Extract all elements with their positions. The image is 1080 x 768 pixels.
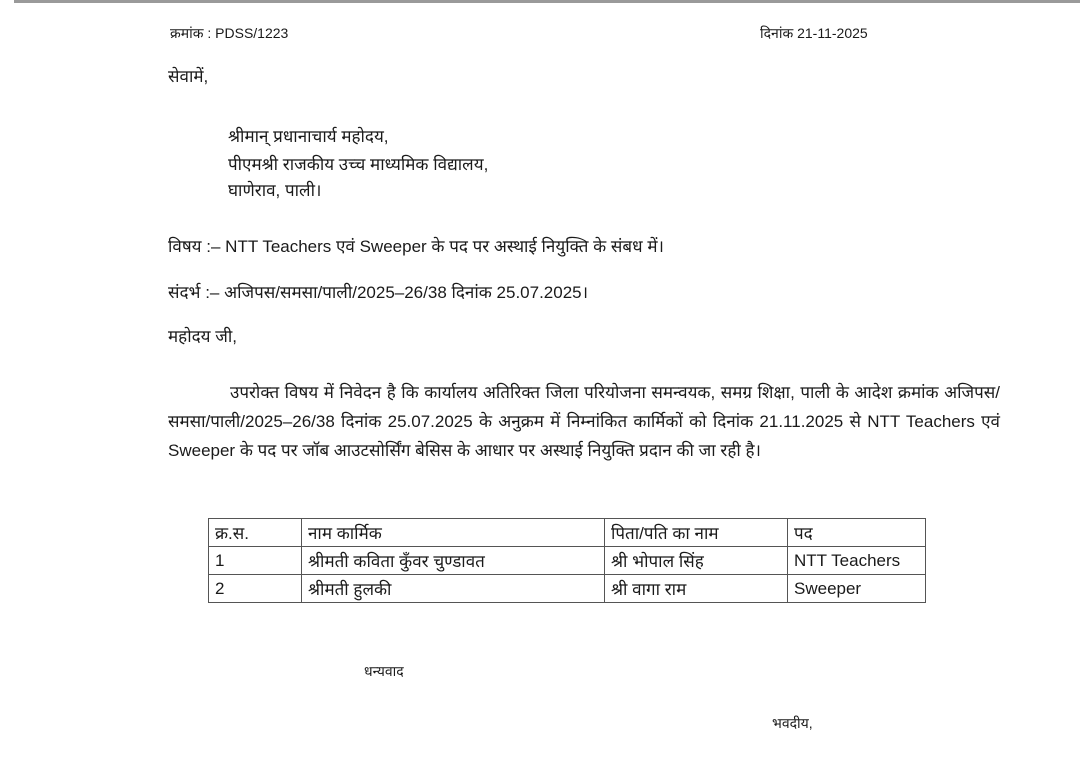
cell: 1 xyxy=(209,547,302,575)
staff-table xyxy=(208,518,926,603)
cell: Sweeper xyxy=(788,575,926,603)
header-cell: पिता/पति का नाम xyxy=(605,519,788,547)
table-header-row xyxy=(209,519,926,547)
header-cell: नाम कार्मिक xyxy=(302,519,605,547)
greeting: महोदय जी, xyxy=(168,327,237,346)
salutation: सेवामें, xyxy=(168,67,209,86)
table-row xyxy=(209,575,926,603)
cell: श्रीमती कविता कुँवर चुण्डावत xyxy=(302,547,605,575)
reference-number: क्रमांक : PDSS/1223 xyxy=(170,25,289,41)
body-text: उपरोक्त विषय में निवेदन है कि कार्यालय अतिरिक्त जिला परियोजना समन्वयक, समग्र शिक्षा, पाली के आदेश क्रमांक अजिपस/समसा/पाली/2025–26/38 दिनांक 25.07.2025 के अनुक्रम में निम्नांकित कार्मिकों को दिनांक 21.11.2025 से NTT Teachers एवं Sweeper के पद पर जॉब आउटसोर्सिंग बेसिस के आधार पर अस्थाई नियुक्ति प्रदान की जा रही है। xyxy=(168,383,1000,460)
cell: 2 xyxy=(209,575,302,603)
subject-line: विषय :– NTT Teachers एवं Sweeper के पद पर अस्थाई नियुक्ति के संबध में। xyxy=(168,237,664,256)
thanks: धन्यवाद xyxy=(364,663,404,679)
reference-line: संदर्भ :– अजिपस/समसा/पाली/2025–26/38 दिनांक 25.07.2025। xyxy=(168,283,589,302)
table-row xyxy=(209,547,926,575)
cell: NTT Teachers xyxy=(788,547,926,575)
cell: श्री भोपाल सिंह xyxy=(605,547,788,575)
address-line-3: घाणेराव, पाली। xyxy=(228,181,322,200)
body-paragraph xyxy=(168,378,1000,465)
page-edge xyxy=(14,0,1080,3)
cell: श्री वागा राम xyxy=(605,575,788,603)
address-line-1: श्रीमान् प्रधानाचार्य महोदय, xyxy=(228,127,389,146)
address-line-2: पीएमश्री राजकीय उच्च माध्यमिक विद्यालय, xyxy=(228,155,489,174)
header-cell: पद xyxy=(788,519,926,547)
cell: श्रीमती हुलकी xyxy=(302,575,605,603)
closing: भवदीय, xyxy=(772,715,813,731)
header-cell: क्र.स. xyxy=(209,519,302,547)
letter-date: दिनांक 21-11-2025 xyxy=(760,25,868,41)
